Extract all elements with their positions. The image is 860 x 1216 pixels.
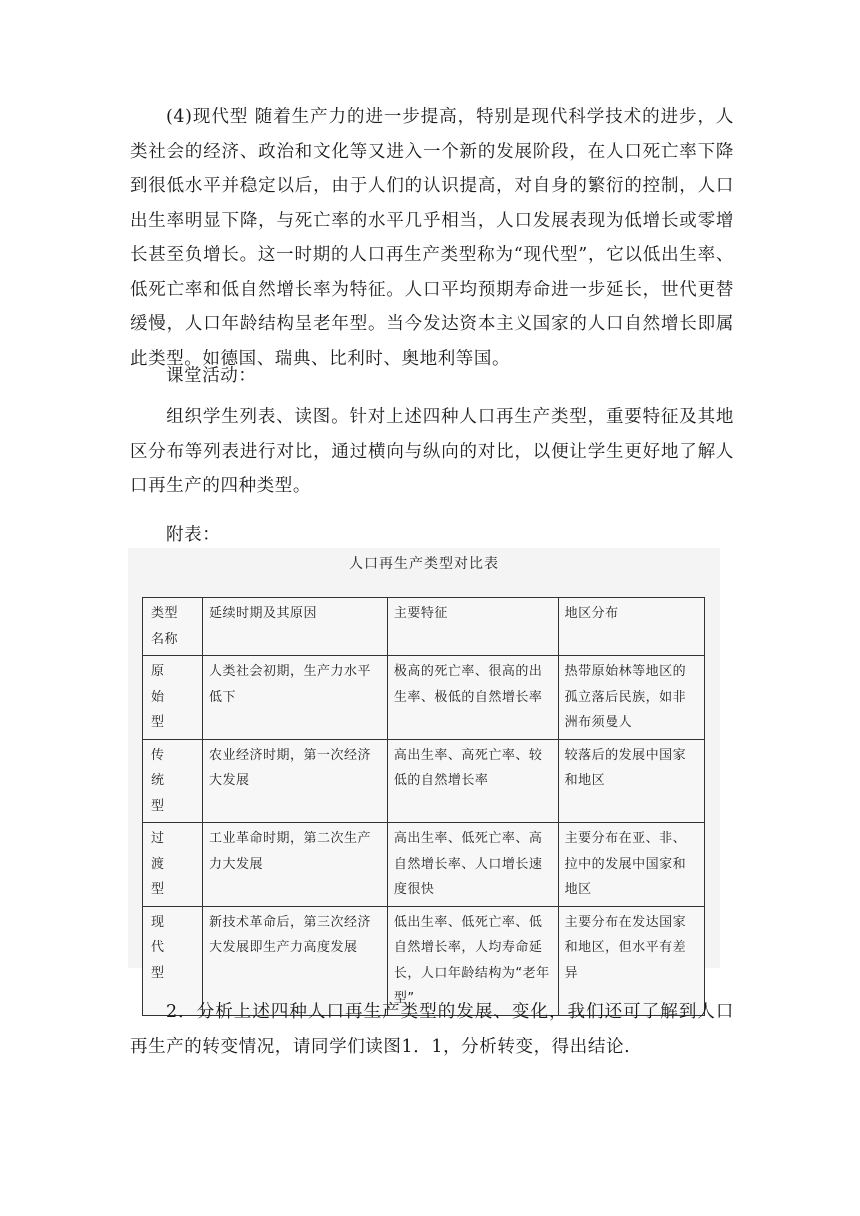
comparison-table-figure (128, 548, 720, 1006)
paragraph-text: 附表： (166, 525, 221, 545)
row-period: 农业经济时期，第一次经济大发展 (202, 739, 387, 823)
row-period: 人类社会初期，生产力水平低下 (202, 656, 387, 740)
paragraph-organize-students (130, 400, 734, 504)
row-feature: 低出生率、低死亡率、低自然增长率，人均寿命延长，人口年龄结构为“老年型” (387, 906, 558, 1015)
header-period: 延续时期及其原因 (202, 598, 387, 656)
header-feature: 主要特征 (387, 598, 558, 656)
table-row (143, 823, 705, 907)
row-feature: 高出生率、高死亡率、较低的自然增长率 (387, 739, 558, 823)
row-type-name: 现 代 型 (143, 906, 203, 1015)
paragraph-text: 组织学生列表、读图。针对上述四种人口再生产类型，重要特征及其地区分布等列表进行对比，通过横向与纵向的对比，以便让学生更好地了解人口再生产的四种类型。 (130, 407, 734, 496)
row-region: 热带原始林等地区的孤立落后民族，如非洲布须曼人 (558, 656, 704, 740)
paragraph-text: 课堂活动： (166, 366, 257, 386)
row-region: 较落后的发展中国家和地区 (558, 739, 704, 823)
row-region: 主要分布在发达国家和地区，但水平有差异 (558, 906, 704, 1015)
row-period: 工业革命时期，第二次生产力大发展 (202, 823, 387, 907)
row-type-name: 原 始 型 (143, 656, 203, 740)
row-feature: 极高的死亡率、很高的出生率、极低的自然增长率 (387, 656, 558, 740)
paragraph-text: 2．分析上述四种人口再生产类型的发展、变化，我们还可了解到人口再生产的转变情况，请同学们读图1．1，分析转变，得出结论. (130, 1002, 734, 1057)
paragraph-text: (4)现代型 随着生产力的进一步提高，特别是现代科学技术的进步，人类社会的经济、政治和文化等又进入一个新的发展阶段，在人口死亡率下降到很低水平并稳定以后，由于人们的认识提高，对自身的繁衍的控制，人口出生率明显下降，与死亡率的水平几乎相当，人口发展表现为低增长或零增长甚至负增长。这一时期的人口再生产类型称为“现代型”，它以低出生率、低死亡率和低自然增长率为特征。人口平均预期寿命进一步延长，世代更替缓慢，人口年龄结构呈老年型。当今发达资本主义国家的人口自然增长即属此类型。如德国、瑞典、比利时、奥地利等国。 (130, 107, 734, 369)
table-header-row (143, 598, 705, 656)
paragraph-analysis (130, 995, 734, 1064)
row-region: 主要分布在亚、非、拉中的发展中国家和地区 (558, 823, 704, 907)
row-feature: 高出生率、低死亡率、高自然增长率、人口增长速度很快 (387, 823, 558, 907)
table-title: 人口再生产类型对比表 (349, 556, 499, 572)
header-type-name: 类型 名称 (143, 598, 203, 656)
comparison-table (142, 597, 705, 1016)
table-row (143, 656, 705, 740)
row-type-name: 传 统 型 (143, 739, 203, 823)
paragraph-class-activity (130, 359, 734, 394)
row-type-name: 过 渡 型 (143, 823, 203, 907)
table-row (143, 739, 705, 823)
paragraph-modern-type (130, 100, 734, 376)
row-period: 新技术革命后，第三次经济大发展即生产力高度发展 (202, 906, 387, 1015)
header-region: 地区分布 (558, 598, 704, 656)
